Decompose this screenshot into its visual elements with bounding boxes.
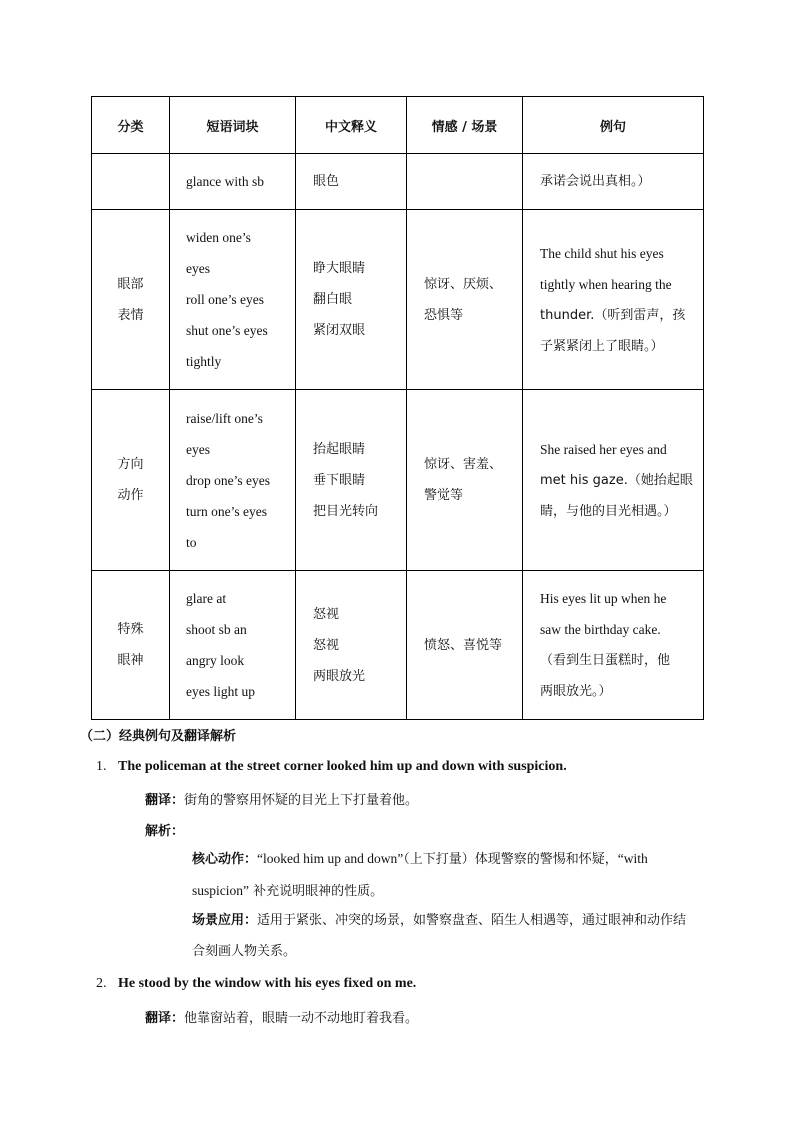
example-line: met his gaze.（她抬起眼 <box>540 472 693 488</box>
meaning-line: 怒视 <box>313 637 340 653</box>
header-example: 例句 <box>523 97 704 154</box>
example-line: thunder.（听到雷声，孩 <box>540 307 686 323</box>
translation-line <box>145 789 418 808</box>
phrase-line: shoot sb an <box>186 622 247 637</box>
core-text: 补充说明眼神的性质。 <box>253 884 384 899</box>
phrase-line: angry look <box>186 653 245 668</box>
category-line: 方向 <box>117 457 144 472</box>
phrase-cell <box>170 210 296 390</box>
phrase-cell <box>170 154 296 210</box>
phrase-line: glare at <box>186 591 227 606</box>
category-line: 眼部 <box>117 276 144 292</box>
core-action-block <box>192 843 724 907</box>
emotion-cell <box>407 210 523 390</box>
scene-text: 适用于紧张、冲突的场景，如警察盘查、陌生人相遇等，通过眼神和动作结 <box>257 913 687 928</box>
emotion-line: 警觉等 <box>424 488 464 503</box>
core-quote: “with <box>617 851 648 866</box>
core-action-label: 核心动作： <box>192 852 258 867</box>
item-number: 1. <box>96 759 107 774</box>
emotion-cell <box>407 390 523 571</box>
example-line: 承诺会说出真相。） <box>540 174 651 189</box>
table-row <box>92 390 704 571</box>
meaning-cell <box>296 210 407 390</box>
example-line: saw the birthday cake. <box>540 622 661 637</box>
example-sentence: He stood by the window with his eyes fixed on me. <box>118 976 417 991</box>
translation-label: 翻译： <box>145 1011 185 1026</box>
emotion-cell <box>407 571 523 720</box>
meaning-cell <box>296 390 407 571</box>
header-category: 分类 <box>92 97 170 154</box>
emotion-line: 愤怒、喜悦等 <box>424 637 503 653</box>
emotion-line: 惊讶、害羞、 <box>424 457 503 472</box>
category-line: 表情 <box>117 307 144 323</box>
example-line: 睛，与他的目光相遇。） <box>540 503 677 519</box>
emotion-line: 惊讶、厌烦、 <box>424 276 503 292</box>
meaning-line: 两眼放光 <box>313 668 366 684</box>
example-line: tightly when hearing the <box>540 276 672 292</box>
section-heading: （二）经典例句及翻译解析 <box>80 729 237 744</box>
meaning-line: 垂下眼睛 <box>313 472 366 488</box>
meaning-line: 眼色 <box>313 174 340 189</box>
phrase-line: eyes <box>186 441 210 457</box>
header-emotion-scene: 情感 / 场景 <box>407 97 523 154</box>
example-cell <box>523 210 704 390</box>
item-number: 2. <box>96 976 107 991</box>
core-text: （上下打量）体现警察的警惕和怀疑， <box>403 852 618 867</box>
analysis-label: 解析： <box>145 824 185 839</box>
meaning-cell <box>296 571 407 720</box>
category-line: 特殊 <box>117 622 144 637</box>
header-phrase: 短语词块 <box>170 97 296 154</box>
phrase-line: eyes <box>186 261 210 276</box>
table-row <box>92 210 704 390</box>
scene-text: 合刻画人物关系。 <box>192 944 297 959</box>
header-meaning: 中文释义 <box>296 97 407 154</box>
example-line: （看到生日蛋糕时，他 <box>540 653 671 668</box>
category-cell <box>92 154 170 210</box>
table-header-row <box>92 97 704 154</box>
meaning-line: 怒视 <box>313 606 340 622</box>
category-cell <box>92 571 170 720</box>
example-line: She raised her eyes and <box>540 441 667 457</box>
phrase-line: widen one’s <box>186 230 251 245</box>
emotion-cell <box>407 154 523 210</box>
scene-application-block <box>192 905 724 967</box>
meaning-line: 抬起眼睛 <box>313 441 366 457</box>
translation-text: 他靠窗站着，眼睛一动不动地盯着我看。 <box>184 1011 419 1026</box>
emotion-line: 恐惧等 <box>424 307 464 323</box>
category-line: 眼神 <box>117 653 144 668</box>
phrase-line: to <box>186 534 197 550</box>
example-sentence: The policeman at the street corner looked him up and down with suspicion. <box>118 759 567 774</box>
translation-text: 街角的警察用怀疑的目光上下打量着他。 <box>184 793 419 808</box>
core-quote: “looked him up and down” <box>257 851 404 866</box>
scene-label: 场景应用： <box>192 913 258 928</box>
meaning-line: 把目光转向 <box>313 503 379 519</box>
phrase-line: raise/lift one’s <box>186 410 263 426</box>
phrase-cell <box>170 390 296 571</box>
example-line: 两眼放光。） <box>540 684 612 699</box>
category-cell <box>92 390 170 571</box>
phrase-line: glance with sb <box>186 174 264 189</box>
example-item <box>96 976 416 992</box>
meaning-line: 紧闭双眼 <box>313 323 366 338</box>
meaning-line: 睁大眼睛 <box>313 261 366 276</box>
translation-label: 翻译： <box>145 793 185 808</box>
table-row <box>92 154 704 210</box>
phrase-line: roll one’s eyes <box>186 292 264 307</box>
meaning-line: 翻白眼 <box>313 292 353 307</box>
analysis-label-line <box>145 820 184 839</box>
phrase-line: shut one’s eyes <box>186 323 268 338</box>
phrase-line: tightly <box>186 354 222 369</box>
vocabulary-table <box>91 96 704 720</box>
category-cell <box>92 210 170 390</box>
category-line: 动作 <box>117 488 144 503</box>
example-line: 子紧紧闭上了眼睛。） <box>540 338 664 354</box>
core-quote: suspicion” <box>192 883 249 898</box>
example-cell <box>523 571 704 720</box>
example-item <box>96 759 567 775</box>
phrase-line: drop one’s eyes <box>186 472 270 488</box>
example-cell <box>523 390 704 571</box>
phrase-cell <box>170 571 296 720</box>
phrase-line: eyes light up <box>186 684 255 699</box>
example-line: His eyes lit up when he <box>540 591 667 606</box>
example-cell <box>523 154 704 210</box>
translation-line <box>145 1007 418 1026</box>
meaning-cell <box>296 154 407 210</box>
phrase-line: turn one’s eyes <box>186 503 267 519</box>
table-row <box>92 571 704 720</box>
example-line: The child shut his eyes <box>540 245 664 261</box>
